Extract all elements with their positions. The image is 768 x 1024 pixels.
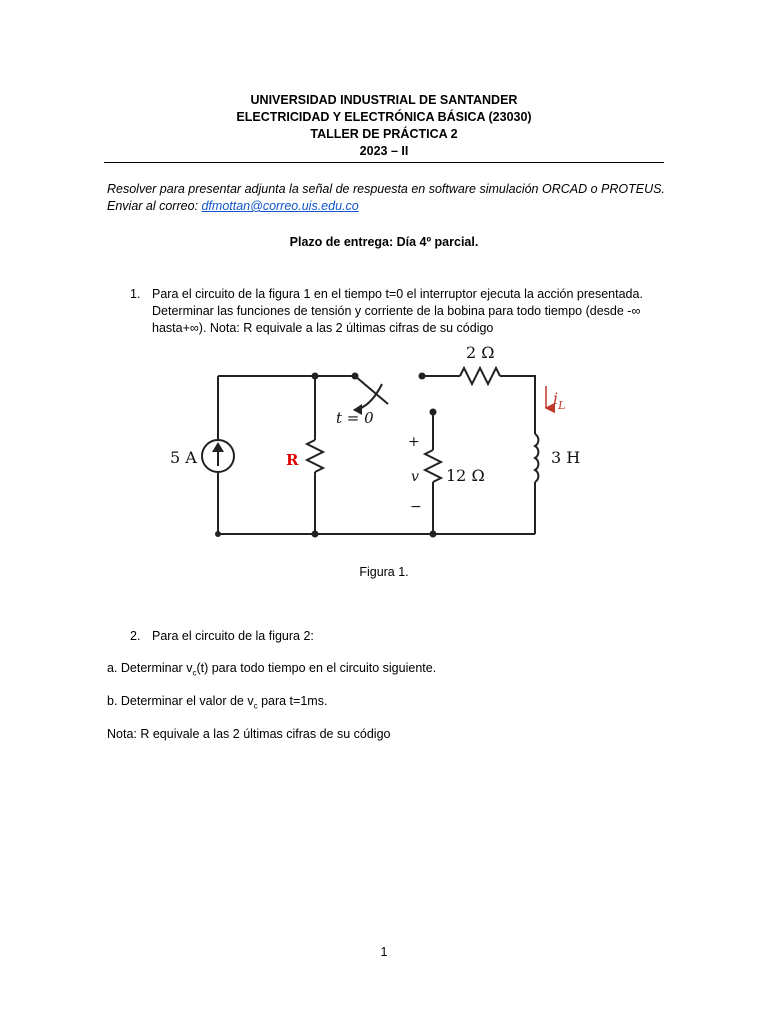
- minus-sign: −: [410, 499, 422, 515]
- item1-line3: hasta+∞). Nota: R equivale a las 2 últimas cifras de su código: [152, 321, 494, 335]
- part-a: [107, 661, 436, 678]
- item2-number: 2.: [130, 629, 141, 643]
- university-title: UNIVERSIDAD INDUSTRIAL DE SANTANDER: [250, 93, 518, 107]
- plus-sign: +: [408, 434, 420, 450]
- r12-label: 12 Ω: [446, 466, 485, 485]
- workshop-title: TALLER DE PRÁCTICA 2: [310, 127, 458, 141]
- part-b: [107, 694, 327, 711]
- current-label: [553, 389, 565, 412]
- r-label: R: [286, 451, 299, 469]
- part-b-sub: c: [253, 701, 258, 711]
- note: Nota: R equivale a las 2 últimas cifras de su código: [107, 727, 391, 741]
- inductor-label: 3 H: [551, 448, 581, 467]
- email-line: [107, 199, 359, 213]
- email-prefix: Enviar al correo:: [107, 199, 202, 213]
- r2-label: 2 Ω: [466, 343, 495, 362]
- page-number: 1: [380, 945, 388, 959]
- part-a-prefix: a. Determinar v: [107, 661, 193, 675]
- item2-text: Para el circuito de la figura 2:: [152, 629, 314, 643]
- part-a-sub: c: [192, 668, 197, 678]
- part-b-suffix: para t=1ms.: [257, 694, 328, 708]
- item1-line2: Determinar las funciones de tensión y corriente de la bobina para todo tiempo (desde -∞: [152, 304, 641, 318]
- circuit-figure-1: [150, 338, 620, 558]
- deadline: Plazo de entrega: Día 4º parcial.: [289, 235, 479, 249]
- item1-number: 1.: [130, 287, 141, 301]
- header-divider: [104, 162, 664, 163]
- source-label: 5 A: [170, 448, 197, 467]
- semester-label: 2023 – II: [359, 144, 409, 158]
- figure1-caption: Figura 1.: [359, 565, 409, 579]
- current-subscript: L: [558, 399, 566, 412]
- part-b-prefix: b. Determinar el valor de v: [107, 694, 254, 708]
- course-title: ELECTRICIDAD Y ELECTRÓNICA BÁSICA (23030): [236, 110, 532, 124]
- current-symbol: i: [553, 389, 559, 408]
- switch-label: t = 0: [336, 409, 374, 427]
- part-a-suffix: (t) para todo tiempo en el circuito siguiente.: [196, 661, 437, 675]
- item1-line1: Para el circuito de la figura 1 en el tiempo t=0 el interruptor ejecuta la acción presentada.: [152, 287, 643, 301]
- voltage-label: v: [411, 469, 419, 485]
- email-link[interactable]: dfmottan@correo.uis.edu.co: [201, 199, 359, 213]
- instructions-line: Resolver para presentar adjunta la señal de respuesta en software simulación ORCAD o PROTEUS.: [107, 182, 665, 196]
